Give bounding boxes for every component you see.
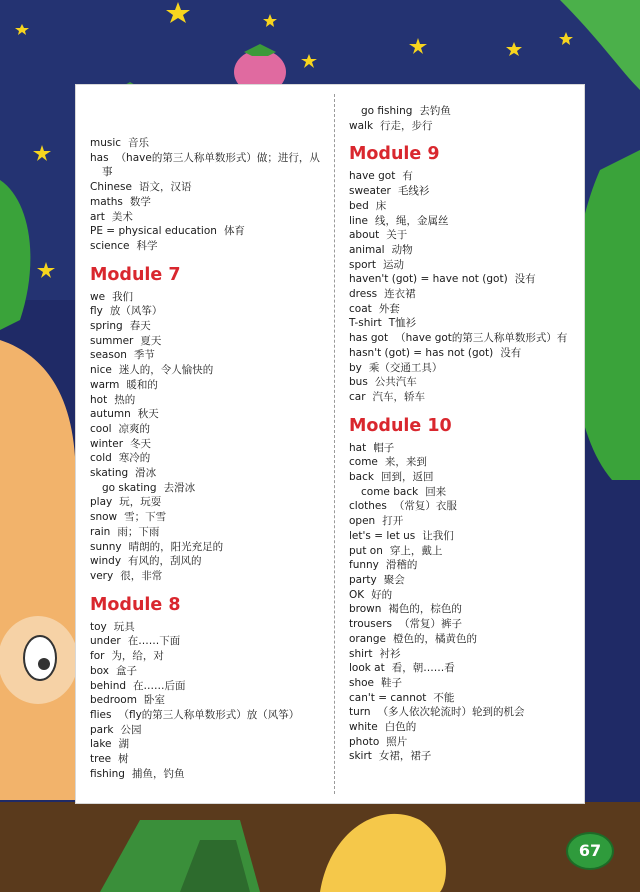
vocab-entry: have got 有 <box>349 170 413 183</box>
vocab-entry: sport 运动 <box>349 258 404 271</box>
vocab-entry: warm 暖和的 <box>90 378 158 391</box>
vocab-entry: music 音乐 <box>90 137 150 149</box>
vocab-entry: let's = let us 让我们 <box>349 529 454 542</box>
vocab-entry: go skating 去滑冰 <box>102 481 196 494</box>
vocab-entry: PE = physical education 体育 <box>90 225 245 238</box>
vocab-entry: orange 橙色的，橘黄色的 <box>349 632 477 645</box>
module-10-list <box>349 441 581 764</box>
vocab-entry: has （have的第三人称单数形式）做；进行，从事 <box>90 151 320 179</box>
vocab-entry: come 来，来到 <box>349 456 427 469</box>
vocab-entry: bedroom 卧室 <box>90 694 165 707</box>
vocab-entry: spring 春天 <box>90 320 151 333</box>
vocab-entry: car 汽车，轿车 <box>349 390 426 403</box>
vocab-entry: sunny 晴朗的，阳光充足的 <box>90 540 224 553</box>
vocab-entry: has got （have got的第三人称单数形式）有 <box>349 332 568 345</box>
vocab-entry: sweater 毛线衫 <box>349 185 430 198</box>
vocab-entry: shoe 鞋子 <box>349 676 403 689</box>
vocab-entry: maths 数学 <box>90 195 151 208</box>
vocab-entry: we 我们 <box>90 290 134 303</box>
vocab-entry: skating 滑冰 <box>90 467 157 480</box>
vocab-entry: shirt 衬衫 <box>349 647 401 660</box>
vocab-entry: brown 褐色的，棕色的 <box>349 603 462 616</box>
vocab-entry: party 聚会 <box>349 573 405 586</box>
vocab-entry: science 科学 <box>90 239 158 252</box>
vocab-entry: Chinese 语文，汉语 <box>90 181 192 194</box>
vocab-entry: back 回到，返回 <box>349 471 434 484</box>
vocab-entry: bus 公共汽车 <box>349 376 417 389</box>
vocab-entry: fly 放（风筝） <box>90 305 163 318</box>
vocab-entry: dress 连衣裙 <box>349 288 416 301</box>
column-divider <box>334 94 335 794</box>
vocab-entry: OK 好的 <box>349 588 393 601</box>
vocab-entry: hat 帽子 <box>349 441 395 454</box>
module-7-heading: Module 7 <box>90 264 181 285</box>
module-10-heading: Module 10 <box>349 415 452 436</box>
vocab-entry: autumn 秋天 <box>90 408 159 421</box>
module-8-list <box>90 620 330 782</box>
vocab-entry: turn （多人依次轮流时）轮到的机会 <box>349 706 525 719</box>
vocab-entry: winter 冬天 <box>90 437 152 450</box>
vocab-entry: come back 回来 <box>361 485 447 498</box>
vocab-entry: summer 夏天 <box>90 334 162 347</box>
vocab-entry: about 关于 <box>349 229 408 242</box>
vocab-entry: look at 看，朝……看 <box>349 662 455 675</box>
vocab-entry: photo 照片 <box>349 735 408 748</box>
vocab-entry: windy 有风的，刮风的 <box>90 555 202 568</box>
vocab-entry: lake 湖 <box>90 738 130 751</box>
vocab-entry: animal 动物 <box>349 243 413 256</box>
intro-entries-right <box>349 104 581 133</box>
vocab-entry: by 乘（交通工具） <box>349 361 443 374</box>
vocab-entry: put on 穿上，戴上 <box>349 544 443 557</box>
module-9-heading: Module 9 <box>349 144 440 165</box>
vocab-entry: clothes （常复）衣服 <box>349 500 457 513</box>
vocab-entry: box 盒子 <box>90 664 137 677</box>
vocab-entry: very 很，非常 <box>90 569 163 582</box>
intro-entries-left <box>90 136 330 254</box>
vocab-entry: line 线，绳，金属丝 <box>349 214 449 227</box>
vocab-entry: hasn't (got) = has not (got) 没有 <box>349 346 522 359</box>
vocab-entry: bed 床 <box>349 199 387 212</box>
module-9-list <box>349 169 581 404</box>
vocab-entry: hot 热的 <box>90 393 136 406</box>
vocab-entry: behind 在……后面 <box>90 679 186 692</box>
vocab-entry: flies （fly的第三人称单数形式）放（风筝） <box>90 708 300 721</box>
vocab-entry: walk 行走，步行 <box>349 119 433 132</box>
module-8-heading: Module 8 <box>90 594 181 615</box>
vocab-entry: season 季节 <box>90 349 155 362</box>
vocab-entry: coat 外套 <box>349 302 400 315</box>
vocab-entry: park 公园 <box>90 723 142 736</box>
vocab-entry: white 白色的 <box>349 721 417 734</box>
vocab-entry: funny 滑稽的 <box>349 559 418 572</box>
vocab-entry: haven't (got) = have not (got) 没有 <box>349 273 536 286</box>
vocab-entry: nice 迷人的，令人愉快的 <box>90 364 214 377</box>
vocab-entry: play 玩，玩耍 <box>90 496 162 509</box>
vocab-entry: rain 雨；下雨 <box>90 525 160 538</box>
vocab-entry: snow 雪；下雪 <box>90 511 167 524</box>
left-column <box>90 136 330 781</box>
vocab-entry: T-shirt T恤衫 <box>349 317 417 330</box>
vocab-entry: trousers （常复）裤子 <box>349 618 462 631</box>
vocab-entry: can't = cannot 不能 <box>349 691 455 704</box>
vocab-entry: cool 凉爽的 <box>90 422 151 435</box>
vocab-entry: go fishing 去钓鱼 <box>361 105 451 117</box>
page-number: 67 <box>566 832 614 870</box>
vocab-entry: art 美术 <box>90 210 133 223</box>
vocab-entry: for 为，给，对 <box>90 650 164 663</box>
vocab-entry: open 打开 <box>349 515 404 528</box>
module-7-list <box>90 290 330 584</box>
vocab-entry: fishing 捕鱼，钓鱼 <box>90 767 185 780</box>
vocab-entry: skirt 女裙，裙子 <box>349 750 432 763</box>
vocab-entry: toy 玩具 <box>90 620 135 633</box>
vocab-entry: tree 树 <box>90 753 129 766</box>
vocab-entry: under 在……下面 <box>90 635 181 648</box>
vocab-entry: cold 寒冷的 <box>90 452 151 465</box>
right-column <box>349 104 581 764</box>
